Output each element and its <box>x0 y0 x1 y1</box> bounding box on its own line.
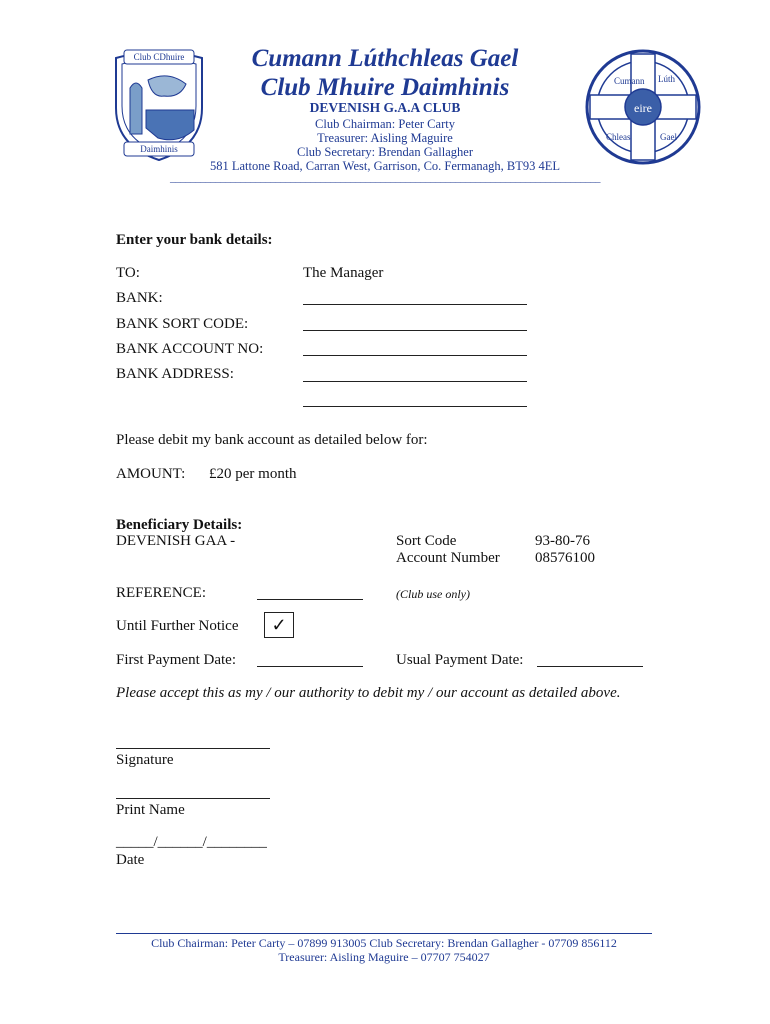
club-address: 581 Lattone Road, Carran West, Garrison, Co. Fermanagh, BT93 4EL <box>209 159 561 173</box>
signature-label: Signature <box>116 752 174 768</box>
gaa-logo-word-3: Chleas <box>606 132 631 142</box>
date-label: Date <box>116 852 145 868</box>
print-name-label: Print Name <box>116 802 185 818</box>
beneficiary-heading: Beneficiary Details: <box>116 517 243 533</box>
until-notice-label: Until Further Notice <box>116 618 239 634</box>
bank-address-label: BANK ADDRESS: <box>116 366 234 382</box>
reference-field[interactable] <box>257 599 363 600</box>
first-payment-field[interactable] <box>257 666 363 667</box>
amount-label: AMOUNT: <box>116 466 186 482</box>
account-no-label: BANK ACCOUNT NO: <box>116 341 264 357</box>
club-treasurer: Treasurer: Aisling Maguire <box>317 131 453 145</box>
bank-label: BANK: <box>116 290 163 306</box>
until-notice-checkbox[interactable]: ✓ <box>264 612 294 638</box>
footer-rule <box>116 933 652 934</box>
account-number-value: 08576100 <box>535 550 595 566</box>
debit-instruction: Please debit my bank account as detailed below for: <box>116 432 428 448</box>
footer-treasurer: Treasurer: Aisling Maguire – 07707 754027 <box>278 950 490 964</box>
usual-payment-label: Usual Payment Date: <box>396 652 524 668</box>
beneficiary-name: DEVENISH GAA - <box>116 533 236 549</box>
club-secretary: Club Secretary: Brendan Gallagher <box>297 145 473 159</box>
crest-text-bottom: Daimhinis <box>140 144 178 154</box>
amount-value: £20 per month <box>209 466 297 482</box>
sort-code-caption: Sort Code <box>396 533 457 549</box>
footer-contacts: Club Chairman: Peter Carty – 07899 913005 Club Secretary: Brendan Gallagher - 07709 856112 <box>151 936 617 950</box>
title-irish-1: Cumann Lúthchleas Gael <box>251 45 519 72</box>
to-value: The Manager <box>303 265 384 281</box>
date-field[interactable]: _____/______/________ <box>116 834 267 850</box>
club-name: DEVENISH G.A.A CLUB <box>309 100 461 115</box>
gaa-logo-word-4: Gael <box>660 132 677 142</box>
sort-code-field[interactable] <box>303 330 527 331</box>
usual-payment-field[interactable] <box>537 666 643 667</box>
title-irish-2: Club Mhuire Daimhinis <box>260 74 510 101</box>
bank-address-field-2[interactable] <box>303 406 527 407</box>
reference-label: REFERENCE: <box>116 585 207 601</box>
bank-field[interactable] <box>303 304 527 305</box>
sort-code-value: 93-80-76 <box>535 533 590 549</box>
header-rule: ______________________________________________________________________________________ <box>170 172 600 184</box>
bank-address-field-1[interactable] <box>303 381 527 382</box>
gaa-logo-word-2: Lúth <box>658 74 675 84</box>
signature-field[interactable] <box>116 748 270 749</box>
account-no-field[interactable] <box>303 355 527 356</box>
sort-code-label: BANK SORT CODE: <box>116 316 249 332</box>
to-label: TO: <box>116 265 140 281</box>
first-payment-label: First Payment Date: <box>116 652 236 668</box>
print-name-field[interactable] <box>116 798 270 799</box>
club-use-note: (Club use only) <box>396 587 470 601</box>
gaa-logo-center: eire <box>634 101 652 115</box>
account-number-caption: Account Number <box>396 550 500 566</box>
club-chairman: Club Chairman: Peter Carty <box>315 117 455 131</box>
authority-statement: Please accept this as my / our authority to debit my / our account as detailed above. <box>116 685 621 701</box>
bank-details-heading: Enter your bank details: <box>116 232 273 248</box>
gaa-logo-word-1: Cumann <box>614 76 645 86</box>
crest-text-top: Club CDhuire <box>133 52 185 62</box>
